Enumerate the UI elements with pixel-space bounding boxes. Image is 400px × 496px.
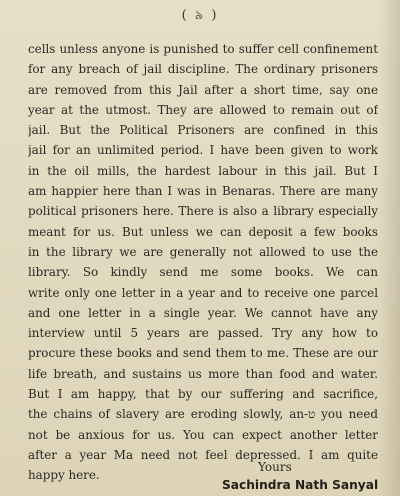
closing-salutation: Yours <box>258 460 292 474</box>
text-line: the chains of slavery are eroding slowly, an-ט you need <box>28 407 378 422</box>
text-line: not be anxious for us. You can expect another letter <box>28 427 378 442</box>
text-line: write only one letter in a year and to receive one parcel <box>28 285 378 300</box>
text-line: after a year Ma need not feel depressed. I am quite <box>28 447 378 462</box>
text-line: library. So kindly send me some books. We can <box>28 265 378 280</box>
text-line: for any breach of jail discipline. The ordinary prisoners <box>28 62 378 77</box>
text-line: meant for us. But unless we can deposit a few books <box>28 224 378 239</box>
text-line: life breath, and sustains us more than food and water. <box>28 366 378 381</box>
text-line: But I am happy, that by our suffering and sacrifice, <box>28 387 378 402</box>
text-line: jail. But the Political Prisoners are confined in this <box>28 123 378 138</box>
signature-name: Sachindra Nath Sanyal <box>222 478 379 492</box>
text-line: are removed from this Jail after a short time, say one <box>28 82 378 97</box>
page-number: ( ৯ ) <box>181 8 219 23</box>
text-line: political prisoners here. There is also a library especially <box>28 204 378 219</box>
text-line: year at the utmost. They are allowed to remain out of <box>28 102 378 117</box>
text-line: procure these books and send them to me. These are our <box>28 346 378 361</box>
text-line: happy here. <box>28 468 100 483</box>
text-line: cells unless anyone is punished to suffer cell confinement <box>28 42 378 56</box>
text-line: in the oil mills, the hardest labour in this jail. But I <box>28 163 378 178</box>
text-line: interview until 5 years are passed. Try any how to <box>28 326 378 341</box>
text-line: jail for an unlimited period. I have been given to work <box>28 143 378 158</box>
text-line: and one letter in a single year. We cannot have any <box>28 305 378 320</box>
letter-body <box>28 39 378 486</box>
page-edge-shadow <box>378 0 400 496</box>
text-line: am happier here than I was in Benaras. There are many <box>28 184 378 199</box>
text-line: in the library we are generally not allowed to use the <box>28 244 378 259</box>
